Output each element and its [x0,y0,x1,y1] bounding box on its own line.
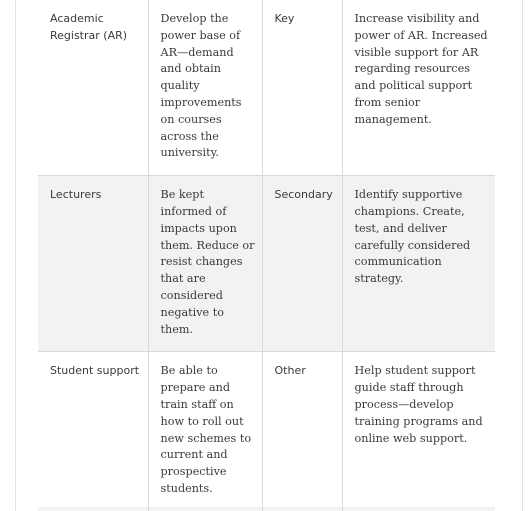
column-divider [262,507,263,511]
stakeholder-cell: Academic Registrar (AR) [38,0,148,176]
strategy-cell: Help student support guide staff through process—develop training programs and online web support. [342,352,495,511]
stakeholder-cell: Lecturers [38,176,148,352]
stakeholder-table [38,0,495,511]
table-row [38,0,495,176]
interest-cell: Be kept informed of impacts upon them. Reduce or resist changes that are considered negative to them. [148,176,262,352]
interest-cell: Be able to prepare and train staff on how to roll out new schemes to current and prospective students. [148,352,262,511]
column-divider [148,507,149,511]
next-row-stub [38,507,495,511]
priority-cell: Key [262,0,342,176]
table-row [38,352,495,511]
table-row [38,176,495,352]
interest-cell: Develop the power base of AR—demand and obtain quality improvements on courses across the university. [148,0,262,176]
stakeholder-cell: Student support [38,352,148,511]
strategy-cell: Identify supportive champions. Create, test, and deliver carefully considered communication strategy. [342,176,495,352]
priority-cell: Secondary [262,176,342,352]
strategy-cell: Increase visibility and power of AR. Increased visible support for AR regarding resources and political support from senior management. [342,0,495,176]
priority-cell: Other [262,352,342,511]
content-border-right [522,0,523,511]
column-divider [342,507,343,511]
content-border-left [15,0,16,511]
